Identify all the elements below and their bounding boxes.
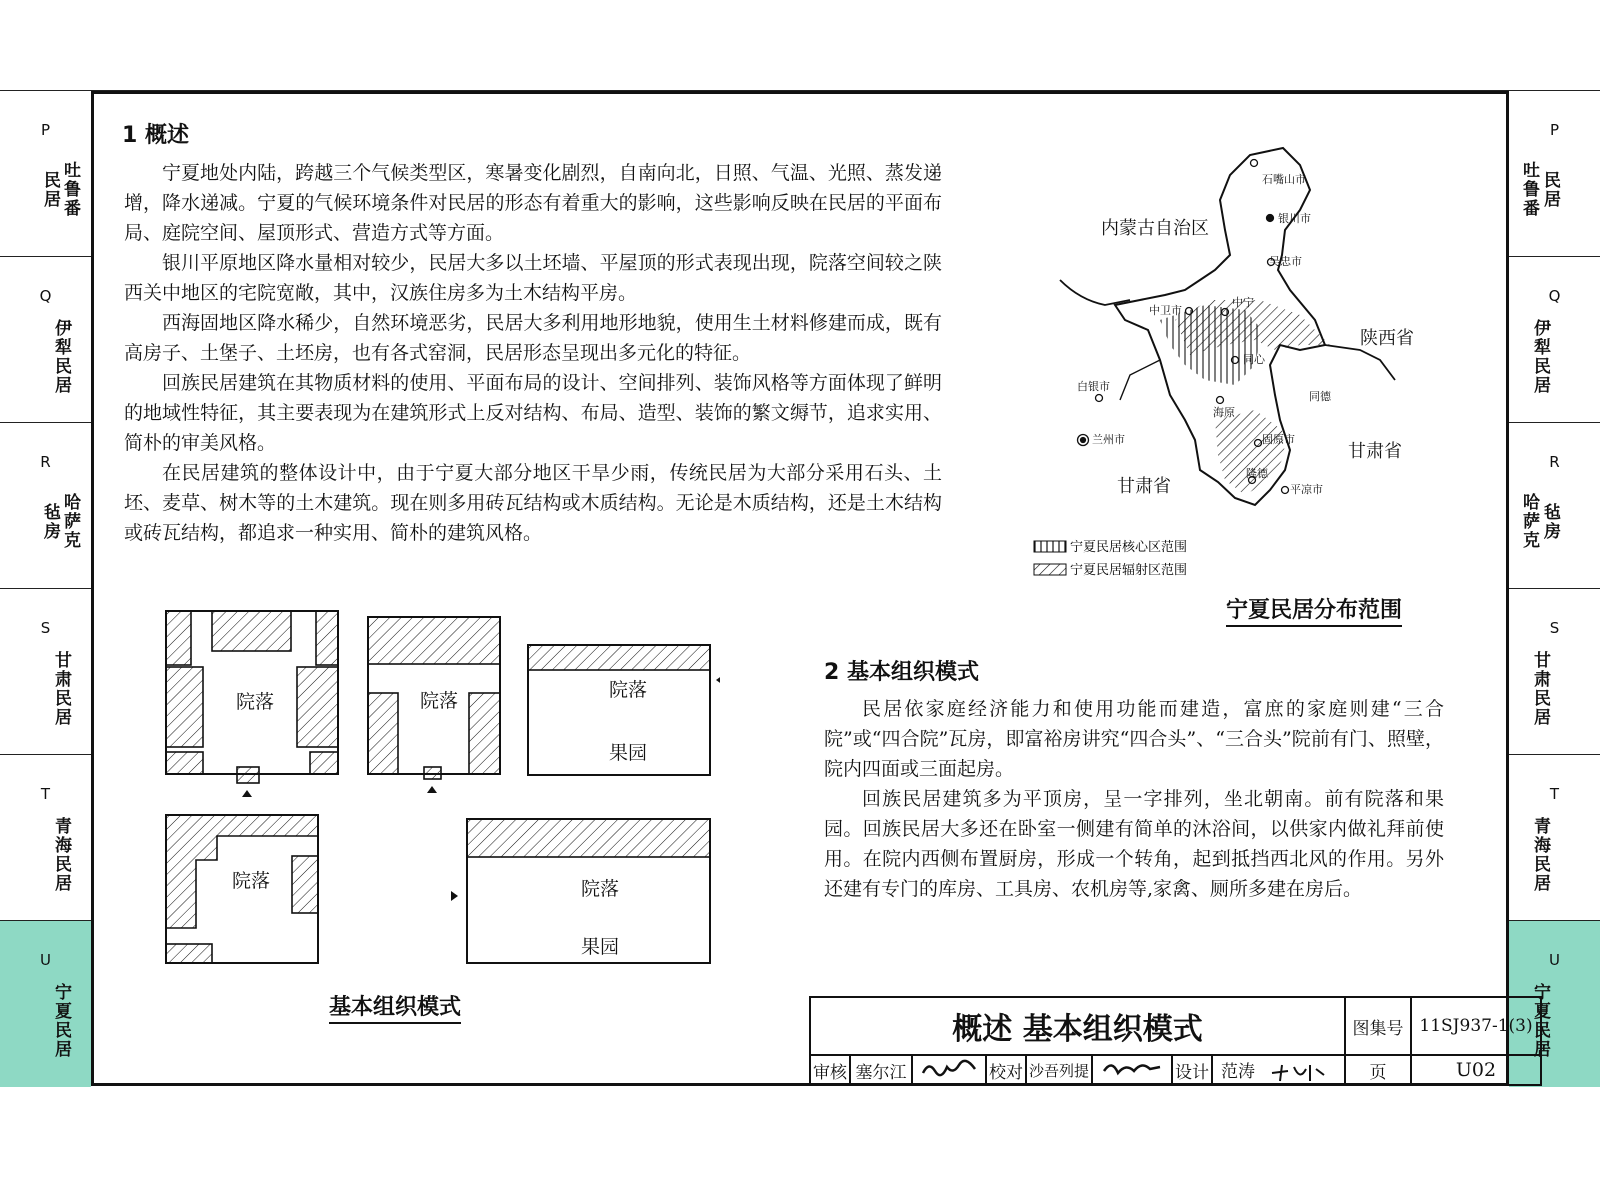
designer-cell xyxy=(1212,1055,1345,1085)
courtyard-label: 院落 xyxy=(609,679,648,701)
city-label: 兰州市 xyxy=(1092,433,1125,446)
section1-heading: 1 概述 xyxy=(122,123,189,148)
courtyard-label: 院落 xyxy=(581,878,620,900)
left-tab-column xyxy=(0,91,91,1086)
organization-plans xyxy=(150,595,720,965)
signature-icon xyxy=(919,1057,979,1079)
building-block xyxy=(166,611,191,665)
tab-s[interactable] xyxy=(1509,589,1600,755)
atlas-label: 图集号 xyxy=(1345,997,1411,1055)
legend-label: 宁夏民居辐射区范围 xyxy=(1070,563,1188,578)
building-block xyxy=(368,617,500,664)
tab-line: 伊犁民居 xyxy=(51,319,71,395)
paragraph: 宁夏地处内陆，跨越三个气候类型区，寒暑变化剧烈，自南向北，日照、气温、光照、蒸发递增，降水递减。宁夏的气候环境条件对民居的形态有着重大的影响，这些影响反映在民居的平面布局、庭院空间、屋顶形式、营造方式等方面。 xyxy=(124,162,942,244)
drawing-title: 概述 基本组织模式 xyxy=(810,997,1345,1055)
building-block xyxy=(166,944,212,963)
tab-letter: Q xyxy=(39,287,52,305)
check-label: 校对 xyxy=(986,1055,1026,1085)
tab-line: 宁夏民居 xyxy=(1530,983,1550,1059)
building-block xyxy=(212,611,291,651)
paragraph: 民居依家庭经济能力和使用功能而建造，富庶的家庭则建“三合院”或“四合院”瓦房，即富裕房讲究“四合头”、“三合头”院前有门、照壁，院内四面或三面起房。 xyxy=(824,698,1444,780)
tab-p[interactable] xyxy=(0,91,91,257)
entrance-arrow-icon xyxy=(716,675,720,685)
checker-name: 沙吾列提 xyxy=(1026,1055,1092,1085)
region-label: 陕西省 xyxy=(1360,328,1414,349)
tab-r[interactable] xyxy=(1509,423,1600,589)
courtyard-label: 院落 xyxy=(232,870,271,892)
city-label: 隆德 xyxy=(1246,467,1268,480)
courtyard-label: 院落 xyxy=(420,690,459,712)
section1-text xyxy=(124,158,942,548)
gate-block xyxy=(237,767,259,783)
tab-letter: R xyxy=(1549,453,1560,471)
ningxia-map xyxy=(1000,120,1450,590)
tab-line: 青海民居 xyxy=(1530,817,1550,893)
tab-letter: T xyxy=(1549,785,1560,803)
border-line xyxy=(1060,280,1130,305)
region-label: 甘肃省 xyxy=(1117,476,1171,497)
tab-line: 民居 xyxy=(40,171,60,209)
checker-signature xyxy=(1092,1055,1172,1085)
paragraph: 在民居建筑的整体设计中，由于宁夏大部分地区干旱少雨，传统民居为大部分采用石头、土坯、麦草、树木等的土木建筑。现在则多用砖瓦结构或木质结构。无论是木质结构，还是土木结构或砖瓦结构，都追求一种实用、简朴的建筑风格。 xyxy=(124,462,942,544)
tab-line: 甘肃民居 xyxy=(1530,651,1550,727)
building-block xyxy=(292,856,318,913)
building-block xyxy=(469,693,500,774)
city-label: 银川市 xyxy=(1278,212,1311,225)
tab-t[interactable] xyxy=(1509,755,1600,921)
tab-letter: T xyxy=(40,785,51,803)
paragraph: 西海固地区降水稀少，自然环境恶劣，民居大多利用地形地貌，使用生土材料修建而成，既有高房子、土堡子、土坯房，也有各式窑洞，民居形态呈现出多元化的特征。 xyxy=(124,312,942,364)
courtyard-label: 院落 xyxy=(236,691,275,713)
tab-line: 民居 xyxy=(1540,171,1560,209)
tab-letter: U xyxy=(1549,951,1560,969)
tab-letter: S xyxy=(40,619,51,637)
tab-line: 毡房 xyxy=(40,503,60,541)
tab-line: 吐鲁番 xyxy=(60,161,80,218)
region-label: 内蒙古自治区 xyxy=(1101,218,1209,239)
entrance-arrow-icon xyxy=(427,786,437,793)
building-block xyxy=(166,752,203,774)
orchard-label: 果园 xyxy=(581,936,620,958)
tab-letter: S xyxy=(1549,619,1560,637)
entrance-arrow-icon xyxy=(451,891,458,901)
city-label: 石嘴山市 xyxy=(1262,173,1306,186)
tab-line: 吐鲁番 xyxy=(1519,161,1539,218)
tab-line: 甘肃民居 xyxy=(51,651,71,727)
signature-icon xyxy=(1100,1057,1164,1079)
paragraph: 银川平原地区降水量相对较少，民居大多以土坯墙、平屋顶的形式表现出现，院落空间较之陕西关中地区的宅院宽敞，其中，汉族住房多为土木结构平房。 xyxy=(124,252,942,304)
city-label: 固原市 xyxy=(1262,433,1295,446)
section2-heading: 2 基本组织模式 xyxy=(824,660,979,685)
reviewer-signature xyxy=(912,1055,986,1085)
orchard-label: 果园 xyxy=(609,742,648,764)
tab-letter: Q xyxy=(1548,287,1561,305)
tab-letter: R xyxy=(40,453,51,471)
signature-icon xyxy=(1270,1061,1326,1083)
city-label: 吴忠市 xyxy=(1269,255,1302,268)
city-marker xyxy=(1282,487,1289,494)
border-line xyxy=(1120,360,1160,400)
city-marker xyxy=(1267,215,1274,222)
design-label: 设计 xyxy=(1172,1055,1212,1085)
city-marker xyxy=(1081,438,1086,443)
tab-line: 哈萨克 xyxy=(60,493,80,550)
city-label: 同心 xyxy=(1243,353,1265,366)
tab-line: 青海民居 xyxy=(51,817,71,893)
city-label: 白银市 xyxy=(1077,380,1110,393)
designer-name: 范涛 xyxy=(1221,1061,1255,1082)
review-label: 审核 xyxy=(810,1055,850,1085)
tab-r[interactable] xyxy=(0,423,91,589)
gate-block xyxy=(424,767,441,779)
map-caption: 宁夏民居分布范围 xyxy=(1226,593,1402,627)
right-tab-column xyxy=(1509,91,1600,1086)
building-block xyxy=(528,645,710,670)
tab-letter: P xyxy=(40,121,51,139)
city-label: 同德 xyxy=(1309,390,1331,403)
page-label: 页 xyxy=(1345,1055,1411,1085)
tab-letter: P xyxy=(1549,121,1560,139)
tab-t[interactable] xyxy=(0,755,91,921)
city-marker xyxy=(1096,395,1103,402)
building-block xyxy=(467,819,710,857)
tab-q[interactable] xyxy=(1509,257,1600,423)
city-label: 中宁 xyxy=(1232,296,1254,309)
tab-s[interactable] xyxy=(0,589,91,755)
building-block xyxy=(368,693,398,774)
tab-line: 宁夏民居 xyxy=(51,983,71,1059)
title-block xyxy=(809,996,1542,1086)
plans-caption: 基本组织模式 xyxy=(329,990,461,1024)
border-line xyxy=(1325,345,1395,380)
building-block xyxy=(310,752,338,774)
city-label: 平凉市 xyxy=(1290,483,1323,496)
building-block xyxy=(297,667,338,747)
building-block xyxy=(316,611,338,665)
entrance-arrow-icon xyxy=(242,790,252,797)
legend-label: 宁夏民居核心区范围 xyxy=(1070,540,1188,555)
tab-line: 伊犁民居 xyxy=(1530,319,1550,395)
legend-swatch-radiation xyxy=(1034,564,1066,575)
tab-letter: U xyxy=(40,951,51,969)
tab-q[interactable] xyxy=(0,257,91,423)
tab-line: 哈萨克 xyxy=(1519,493,1539,550)
tab-line: 毡房 xyxy=(1540,503,1560,541)
tab-p[interactable] xyxy=(1509,91,1600,257)
section2-text xyxy=(824,694,1444,904)
tab-u[interactable] xyxy=(0,921,91,1087)
legend-swatch-core xyxy=(1034,541,1066,552)
city-label: 海原 xyxy=(1213,406,1235,419)
paragraph: 回族民居建筑多为平顶房，呈一字排列，坐北朝南。前有院落和果园。回族民居大多还在卧室一侧建有简单的沐浴间，以供家内做礼拜前使用。在院内西侧布置厨房，形成一个转角，起到抵挡西北风的作用。另外还建有专门的库房、工具房、农机房等,家禽、厕所多建在房后。 xyxy=(824,788,1444,900)
atlas-number: 11SJ937-1(3) xyxy=(1411,997,1541,1055)
reviewer-name: 塞尔江 xyxy=(850,1055,912,1085)
page-number: U02 xyxy=(1411,1055,1541,1085)
region-label: 甘肃省 xyxy=(1348,441,1402,462)
paragraph: 回族民居建筑在其物质材料的使用、平面布局的设计、空间排列、装饰风格等方面体现了鲜明的地域性特征，其主要表现为在建筑形式上反对结构、布局、造型、装饰的繁文缛节，追求实用、简朴的审美风格。 xyxy=(124,372,942,454)
building-block xyxy=(166,667,203,747)
city-label: 中卫市 xyxy=(1149,304,1182,317)
